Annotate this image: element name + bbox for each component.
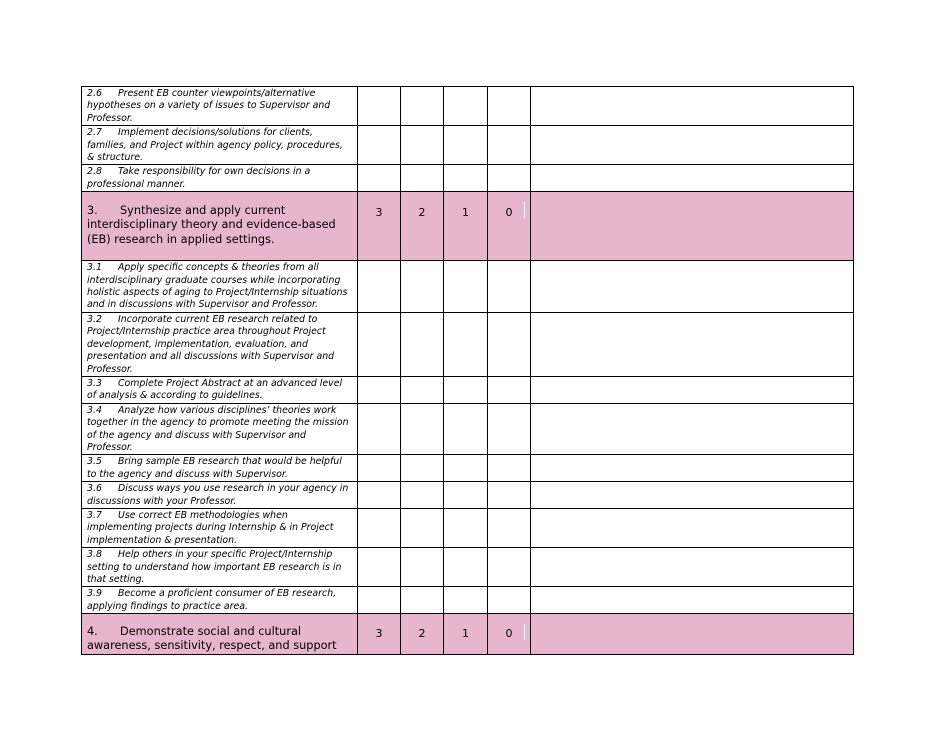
item-number: 3.6 bbox=[87, 483, 102, 495]
item-text: Incorporate current EB research related to Project/Internship practice area throughout Project development, implementation, evaluation, and presentation and all discussions with Supervisor and Professor. bbox=[87, 313, 335, 375]
score-cell-3[interactable] bbox=[358, 312, 401, 376]
score-label-2: 2 bbox=[401, 192, 444, 261]
competency-title-cell bbox=[82, 192, 358, 261]
table-row bbox=[82, 455, 854, 482]
score-cell-1[interactable] bbox=[444, 126, 488, 165]
item-text: Discuss ways you use research in your agency in discussions with your Professor. bbox=[87, 483, 349, 507]
score-cell-2[interactable] bbox=[401, 587, 444, 614]
score-cell-1[interactable] bbox=[444, 482, 488, 509]
score-cell-0[interactable] bbox=[488, 87, 531, 126]
item-number: 2.7 bbox=[87, 127, 102, 139]
comment-cell[interactable] bbox=[531, 548, 854, 587]
competency-title: Demonstrate social and cultural awareness, sensitivity, respect, and support bbox=[87, 625, 337, 653]
score-cell-0[interactable] bbox=[488, 548, 531, 587]
score-label-3: 3 bbox=[358, 614, 401, 655]
table-row bbox=[82, 87, 854, 126]
score-cell-0[interactable] bbox=[488, 312, 531, 376]
score-cell-0[interactable] bbox=[488, 403, 531, 455]
rubric-item-cell bbox=[82, 482, 358, 509]
item-number: 3.5 bbox=[87, 456, 102, 468]
score-label-0 bbox=[488, 192, 531, 261]
score-cell-3[interactable] bbox=[358, 126, 401, 165]
score-cell-0[interactable] bbox=[488, 455, 531, 482]
rubric-table bbox=[81, 86, 854, 655]
comment-cell[interactable] bbox=[531, 403, 854, 455]
rubric-item-cell bbox=[82, 261, 358, 313]
item-number: 3.9 bbox=[87, 588, 102, 600]
item-text: Take responsibility for own decisions in a professional manner. bbox=[87, 166, 311, 190]
competency-header-row bbox=[82, 614, 854, 655]
table-row bbox=[82, 548, 854, 587]
rubric-item-cell bbox=[82, 455, 358, 482]
competency-title: Synthesize and apply current interdisciplinary theory and evidence-based (EB) research in applied settings. bbox=[87, 204, 336, 246]
score-label-2: 2 bbox=[401, 614, 444, 655]
score-cell-3[interactable] bbox=[358, 482, 401, 509]
rubric-item-cell bbox=[82, 87, 358, 126]
comment-cell[interactable] bbox=[531, 587, 854, 614]
comment-cell[interactable] bbox=[531, 455, 854, 482]
comment-cell[interactable] bbox=[531, 261, 854, 313]
rubric-item-cell bbox=[82, 126, 358, 165]
score-label-0 bbox=[488, 614, 531, 655]
item-text: Become a proficient consumer of EB research, applying findings to practice area. bbox=[87, 588, 337, 612]
item-text: Implement decisions/solutions for clients, families, and Project within agency policy, procedures, & structure. bbox=[87, 127, 343, 164]
score-cell-2[interactable] bbox=[401, 87, 444, 126]
score-cell-2[interactable] bbox=[401, 548, 444, 587]
rubric-item-cell bbox=[82, 403, 358, 455]
item-number: 3.4 bbox=[87, 404, 102, 416]
comment-cell[interactable] bbox=[531, 508, 854, 547]
comment-cell[interactable] bbox=[531, 126, 854, 165]
comment-cell[interactable] bbox=[531, 192, 854, 261]
competency-number: 4. bbox=[87, 625, 98, 639]
table-row bbox=[82, 508, 854, 547]
score-cell-0[interactable] bbox=[488, 376, 531, 403]
score-cell-1[interactable] bbox=[444, 403, 488, 455]
score-label-1: 1 bbox=[444, 192, 488, 261]
score-cell-3[interactable] bbox=[358, 587, 401, 614]
score-cell-3[interactable] bbox=[358, 455, 401, 482]
score-cell-3[interactable] bbox=[358, 261, 401, 313]
table-row bbox=[82, 587, 854, 614]
table-row bbox=[82, 261, 854, 313]
item-text: Analyze how various disciplines’ theories work together in the agency to promote meeting the mission of the agency and discuss with Supervisor and Professor. bbox=[87, 404, 349, 453]
comment-cell[interactable] bbox=[531, 376, 854, 403]
score-cell-1[interactable] bbox=[444, 261, 488, 313]
score-cell-3[interactable] bbox=[358, 403, 401, 455]
score-cell-2[interactable] bbox=[401, 376, 444, 403]
score-cell-0[interactable] bbox=[488, 165, 531, 192]
competency-header-row bbox=[82, 192, 854, 261]
item-number: 3.8 bbox=[87, 549, 102, 561]
table-row bbox=[82, 376, 854, 403]
score-cell-1[interactable] bbox=[444, 312, 488, 376]
score-cell-3[interactable] bbox=[358, 548, 401, 587]
comment-cell[interactable] bbox=[531, 165, 854, 192]
score-cell-1[interactable] bbox=[444, 165, 488, 192]
score-cell-1[interactable] bbox=[444, 376, 488, 403]
rubric-item-cell bbox=[82, 165, 358, 192]
item-text: Present EB counter viewpoints/alternative hypotheses on a variety of issues to Supervisor and Professor. bbox=[87, 88, 331, 124]
score-cell-2[interactable] bbox=[401, 165, 444, 192]
score-cell-1[interactable] bbox=[444, 508, 488, 547]
item-number: 3.7 bbox=[87, 509, 102, 521]
table-row bbox=[82, 126, 854, 165]
score-cell-2[interactable] bbox=[401, 126, 444, 165]
table-row bbox=[82, 403, 854, 455]
item-number: 3.2 bbox=[87, 313, 102, 325]
score-cell-2[interactable] bbox=[401, 261, 444, 313]
score-cell-3[interactable] bbox=[358, 508, 401, 547]
rubric-item-cell bbox=[82, 548, 358, 587]
score-cell-0[interactable] bbox=[488, 587, 531, 614]
score-cell-3[interactable] bbox=[358, 165, 401, 192]
comment-cell[interactable] bbox=[531, 614, 854, 655]
score-label-0-text: 0 bbox=[505, 206, 513, 220]
comment-cell[interactable] bbox=[531, 87, 854, 126]
score-cell-1[interactable] bbox=[444, 548, 488, 587]
score-cell-1[interactable] bbox=[444, 87, 488, 126]
competency-number: 3. bbox=[87, 204, 98, 218]
comment-cell[interactable] bbox=[531, 482, 854, 509]
score-cell-0[interactable] bbox=[488, 126, 531, 165]
score-label-1: 1 bbox=[444, 614, 488, 655]
score-cell-2[interactable] bbox=[401, 403, 444, 455]
rubric-item-cell bbox=[82, 376, 358, 403]
score-cell-0[interactable] bbox=[488, 261, 531, 313]
item-text: Help others in your specific Project/Internship setting to understand how important EB research is in that setting. bbox=[87, 549, 342, 585]
score-label-0-text: 0 bbox=[505, 627, 513, 641]
item-text: Apply specific concepts & theories from all interdisciplinary graduate courses while incorporating holistic aspects of aging to Project/Internship situations and in discussions with Supervisor and Professor. bbox=[87, 262, 348, 311]
rubric-item-cell bbox=[82, 508, 358, 547]
table-row bbox=[82, 312, 854, 376]
score-cell-2[interactable] bbox=[401, 312, 444, 376]
divider bbox=[524, 624, 525, 640]
item-text: Use correct EB methodologies when implementing projects during Internship & in Project implementation & presentation. bbox=[87, 509, 334, 546]
divider bbox=[524, 202, 525, 218]
score-label-3: 3 bbox=[358, 192, 401, 261]
score-cell-2[interactable] bbox=[401, 482, 444, 509]
item-number: 2.8 bbox=[87, 166, 102, 178]
score-cell-3[interactable] bbox=[358, 376, 401, 403]
score-cell-2[interactable] bbox=[401, 508, 444, 547]
score-cell-1[interactable] bbox=[444, 455, 488, 482]
score-cell-1[interactable] bbox=[444, 587, 488, 614]
item-text: Complete Project Abstract at an advanced level of analysis & according to guidelines. bbox=[87, 377, 343, 402]
table-row bbox=[82, 482, 854, 509]
item-number: 2.6 bbox=[87, 88, 102, 99]
score-cell-0[interactable] bbox=[488, 482, 531, 509]
competency-title-cell bbox=[82, 614, 358, 655]
item-number: 3.3 bbox=[87, 377, 102, 389]
score-cell-3[interactable] bbox=[358, 87, 401, 126]
rubric-item-cell bbox=[82, 312, 358, 376]
score-cell-2[interactable] bbox=[401, 455, 444, 482]
item-text: Bring sample EB research that would be helpful to the agency and discuss with Supervisor. bbox=[87, 456, 342, 480]
score-cell-0[interactable] bbox=[488, 508, 531, 547]
rubric-item-cell bbox=[82, 587, 358, 614]
comment-cell[interactable] bbox=[531, 312, 854, 376]
item-number: 3.1 bbox=[87, 262, 102, 274]
table-row bbox=[82, 165, 854, 192]
